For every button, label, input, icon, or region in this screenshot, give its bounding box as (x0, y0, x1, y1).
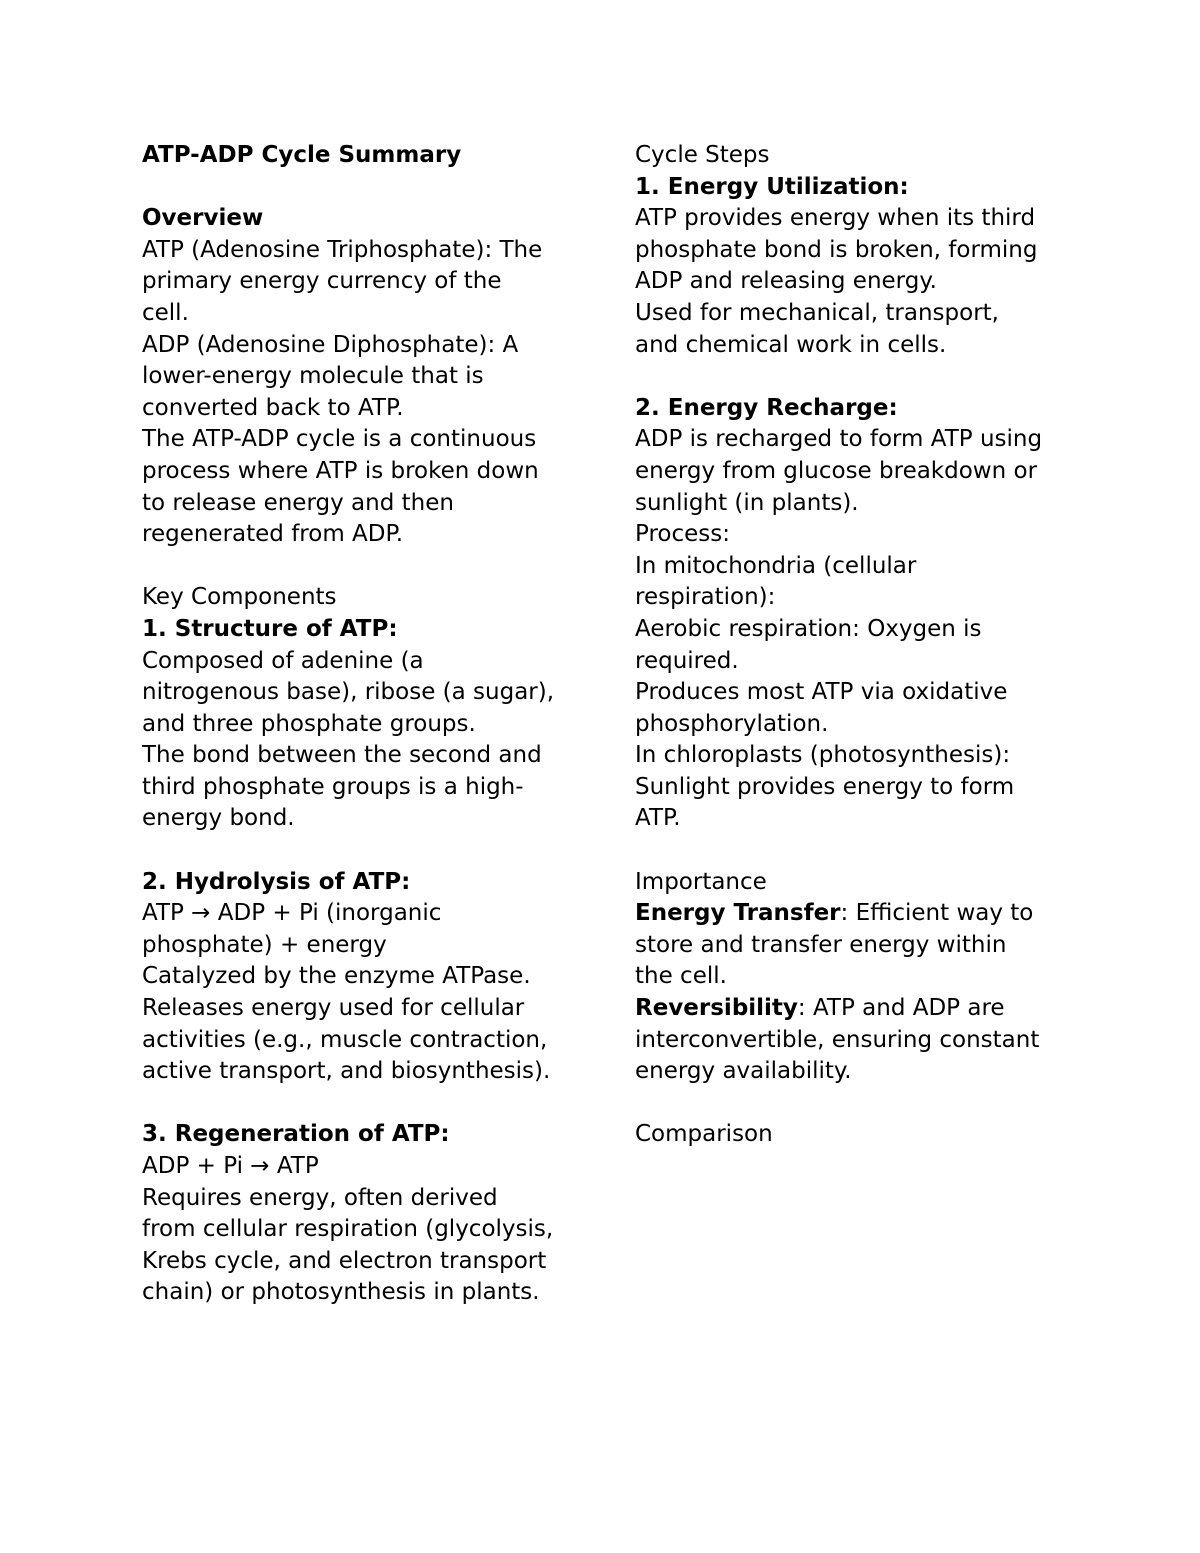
regeneration-line: from cellular respiration (glycolysis, (142, 1216, 554, 1243)
overview-line: process where ATP is broken down (142, 457, 539, 484)
cycle-steps-heading: Cycle Steps (635, 142, 770, 168)
utilization-line: and chemical work in cells. (635, 331, 947, 358)
spacer (635, 1088, 1075, 1120)
energy-transfer-line (635, 898, 1075, 930)
overview-line: primary energy currency of the (142, 268, 502, 295)
recharge-line: respiration): (635, 584, 776, 611)
overview-line: to release energy and then (142, 489, 454, 516)
overview-heading: Overview (142, 205, 264, 232)
structure-heading: 1. Structure of ATP: (142, 615, 398, 642)
utilization-line: phosphate bond is broken, forming (635, 236, 1038, 263)
spacer (635, 361, 1075, 393)
hydrolysis-line: ATP → ADP + Pi (inorganic (142, 900, 442, 927)
regeneration-heading: 3. Regeneration of ATP: (142, 1121, 450, 1148)
spacer (142, 1088, 582, 1120)
overview-line: The ATP-ADP cycle is a continuous (142, 426, 537, 453)
recharge-line: required. (635, 647, 739, 674)
reversibility-text: : ATP and ADP are (797, 995, 1005, 1022)
spacer (635, 835, 1075, 867)
reversibility-term: Reversibility (635, 995, 798, 1022)
recharge-line: In chloroplasts (photosynthesis): (635, 742, 1011, 769)
energy-transfer-text: : Efficient way to (840, 900, 1034, 927)
hydrolysis-line: active transport, and biosynthesis). (142, 1058, 551, 1085)
overview-line: cell. (142, 299, 189, 326)
overview-line: regenerated from ADP. (142, 521, 404, 548)
document-title: ATP-ADP Cycle Summary (142, 142, 462, 168)
hydrolysis-line: Releases energy used for cellular (142, 995, 525, 1022)
recharge-line: Process: (635, 521, 730, 548)
recharge-line: Produces most ATP via oxidative (635, 679, 1008, 706)
energy-transfer-line: the cell. (635, 963, 727, 990)
structure-line: third phosphate groups is a high- (142, 773, 524, 800)
left-column (142, 140, 582, 1309)
structure-line: energy bond. (142, 805, 295, 832)
hydrolysis-line: phosphate) + energy (142, 931, 387, 958)
reversibility-line: energy availability. (635, 1058, 852, 1085)
recharge-line: Aerobic respiration: Oxygen is (635, 615, 982, 642)
spacer (142, 551, 582, 583)
utilization-line: ATP provides energy when its third (635, 205, 1036, 232)
structure-line: The bond between the second and (142, 742, 542, 769)
right-column (635, 140, 1075, 1151)
recharge-line: sunlight (in plants). (635, 489, 859, 516)
hydrolysis-line: activities (e.g., muscle contraction, (142, 1026, 548, 1053)
overview-line: ADP (Adenosine Diphosphate): A (142, 331, 519, 358)
recharge-line: ATP. (635, 805, 681, 832)
comparison-heading: Comparison (635, 1121, 773, 1148)
reversibility-line: interconvertible, ensuring constant (635, 1026, 1040, 1053)
recharge-line: In mitochondria (cellular (635, 552, 917, 579)
utilization-heading: 1. Energy Utilization: (635, 173, 909, 200)
spacer (142, 835, 582, 867)
reversibility-line (635, 993, 1075, 1025)
recharge-line: Sunlight provides energy to form (635, 773, 1015, 800)
recharge-heading: 2. Energy Recharge: (635, 394, 898, 421)
regeneration-line: Requires energy, often derived (142, 1184, 498, 1211)
overview-line: converted back to ATP. (142, 394, 404, 421)
structure-line: nitrogenous base), ribose (a sugar), (142, 679, 555, 706)
energy-transfer-line: store and transfer energy within (635, 931, 1007, 958)
recharge-line: energy from glucose breakdown or (635, 457, 1038, 484)
overview-line: lower-energy molecule that is (142, 363, 484, 390)
regeneration-line: ADP + Pi → ATP (142, 1153, 319, 1179)
overview-line: ATP (Adenosine Triphosphate): The (142, 236, 543, 263)
hydrolysis-line: Catalyzed by the enzyme ATPase. (142, 963, 531, 990)
utilization-line: ADP and releasing energy. (635, 268, 937, 295)
spacer (142, 172, 582, 204)
importance-heading: Importance (635, 868, 767, 895)
utilization-line: Used for mechanical, transport, (635, 299, 999, 326)
structure-line: Composed of adenine (a (142, 647, 424, 674)
key-components-heading: Key Components (142, 584, 337, 611)
energy-transfer-term: Energy Transfer (635, 900, 841, 927)
hydrolysis-heading: 2. Hydrolysis of ATP: (142, 868, 411, 895)
regeneration-line: chain) or photosynthesis in plants. (142, 1279, 540, 1306)
regeneration-line: Krebs cycle, and electron transport (142, 1247, 547, 1274)
structure-line: and three phosphate groups. (142, 710, 476, 737)
recharge-line: phosphorylation. (635, 710, 829, 737)
recharge-line: ADP is recharged to form ATP using (635, 426, 1043, 453)
